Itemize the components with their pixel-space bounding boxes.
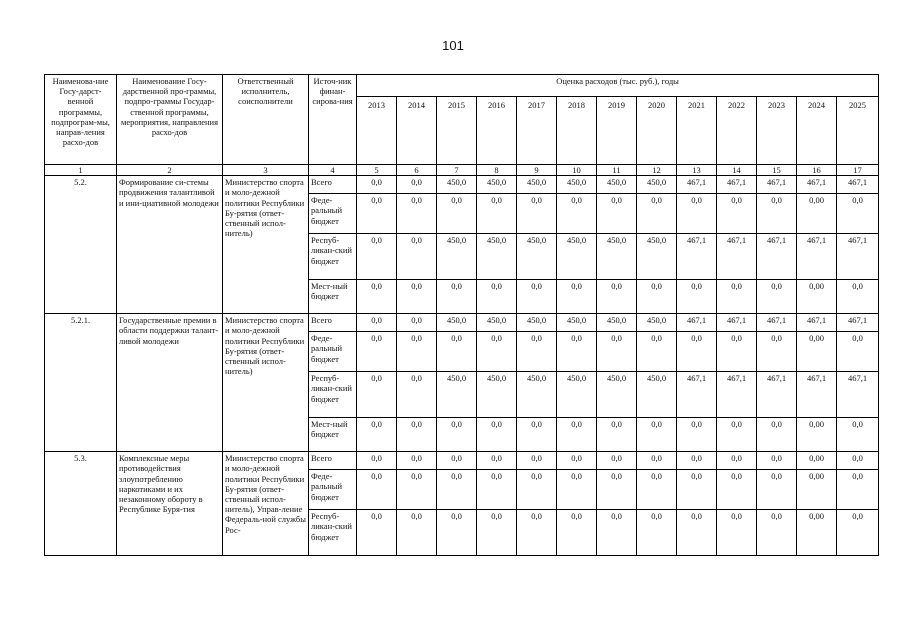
expense-value: 0,0 bbox=[637, 194, 677, 234]
column-number: 2 bbox=[117, 165, 223, 176]
funding-source: Мест-ный бюджет bbox=[309, 280, 357, 314]
header-program: Наименова-ние Госу-дарст-венной программы, подпрограм-мы, направ-ления расхо-дов bbox=[45, 75, 117, 165]
header-year: 2015 bbox=[437, 97, 477, 165]
expense-value: 467,1 bbox=[797, 314, 837, 332]
expense-value: 0,0 bbox=[477, 194, 517, 234]
section-code: 5.2.1. bbox=[45, 314, 117, 452]
expense-value: 450,0 bbox=[437, 176, 477, 194]
funding-source: Всего bbox=[309, 314, 357, 332]
expense-value: 0,0 bbox=[757, 332, 797, 372]
expense-value: 0,0 bbox=[557, 332, 597, 372]
expense-value: 0,0 bbox=[357, 452, 397, 470]
expense-value: 0,0 bbox=[437, 510, 477, 556]
header-year: 2014 bbox=[397, 97, 437, 165]
expense-value: 0,0 bbox=[477, 470, 517, 510]
expense-value: 0,0 bbox=[597, 452, 637, 470]
expense-value: 450,0 bbox=[437, 372, 477, 418]
expense-value: 0,0 bbox=[757, 470, 797, 510]
header-year: 2016 bbox=[477, 97, 517, 165]
expense-value: 450,0 bbox=[437, 314, 477, 332]
expense-value: 0,0 bbox=[477, 332, 517, 372]
expense-value: 467,1 bbox=[757, 234, 797, 280]
expense-value: 0,0 bbox=[397, 314, 437, 332]
header-source: Источ-ник финан-сирова-ния bbox=[309, 75, 357, 165]
expense-value: 467,1 bbox=[837, 176, 879, 194]
section-name: Комплексные меры противодействия злоупотреблению наркотиками и их незаконному обороту в Республике Буря-тия bbox=[117, 452, 223, 556]
expense-value: 467,1 bbox=[837, 234, 879, 280]
expense-value: 0,0 bbox=[837, 510, 879, 556]
expense-value: 0,0 bbox=[757, 510, 797, 556]
expense-value: 450,0 bbox=[437, 234, 477, 280]
column-number: 15 bbox=[757, 165, 797, 176]
expense-value: 450,0 bbox=[477, 234, 517, 280]
expense-value: 0,00 bbox=[797, 194, 837, 234]
header-year: 2017 bbox=[517, 97, 557, 165]
expense-value: 450,0 bbox=[557, 314, 597, 332]
expense-value: 450,0 bbox=[477, 176, 517, 194]
header-name: Наименование Госу-дарственной про-граммы, подпро-граммы Государ-ственной программы, мероприятия, направления расхо-дов bbox=[117, 75, 223, 165]
section-responsible: Министерство спорта и моло-дежной политики Республики Бу-рятия (ответ-ственный испол-нитель) bbox=[223, 314, 309, 452]
header-year: 2018 bbox=[557, 97, 597, 165]
expense-value: 0,0 bbox=[597, 194, 637, 234]
expense-value: 467,1 bbox=[677, 372, 717, 418]
expense-value: 0,0 bbox=[597, 470, 637, 510]
expense-value: 0,0 bbox=[357, 470, 397, 510]
funding-source: Респуб-ликан-ский бюджет bbox=[309, 510, 357, 556]
column-number: 11 bbox=[597, 165, 637, 176]
expense-value: 467,1 bbox=[797, 372, 837, 418]
expense-value: 0,0 bbox=[477, 510, 517, 556]
expense-value: 467,1 bbox=[677, 314, 717, 332]
expense-value: 0,0 bbox=[677, 452, 717, 470]
column-number: 3 bbox=[223, 165, 309, 176]
expense-value: 0,0 bbox=[397, 372, 437, 418]
expense-value: 467,1 bbox=[677, 176, 717, 194]
expense-value: 467,1 bbox=[677, 234, 717, 280]
section-responsible: Министерство спорта и моло-дежной политики Республики Бу-рятия (ответ-ственный испол-нитель), Управ-ление Федераль-ной службы Рос- bbox=[223, 452, 309, 556]
section-code: 5.3. bbox=[45, 452, 117, 556]
header-estimate: Оценка расходов (тыс. руб.), годы bbox=[357, 75, 879, 97]
expense-value: 0,0 bbox=[637, 452, 677, 470]
expense-value: 0,0 bbox=[437, 280, 477, 314]
expense-value: 0,0 bbox=[397, 176, 437, 194]
column-number: 5 bbox=[357, 165, 397, 176]
header-year: 2021 bbox=[677, 97, 717, 165]
expense-value: 467,1 bbox=[797, 176, 837, 194]
header-year: 2024 bbox=[797, 97, 837, 165]
expense-value: 0,0 bbox=[757, 280, 797, 314]
table-row bbox=[45, 176, 879, 194]
expense-value: 0,0 bbox=[517, 332, 557, 372]
expense-value: 467,1 bbox=[717, 176, 757, 194]
section-name: Государственные премии в области поддержки талант-ливой молодежи bbox=[117, 314, 223, 452]
expense-value: 0,0 bbox=[517, 470, 557, 510]
expense-value: 0,0 bbox=[397, 452, 437, 470]
expense-value: 0,0 bbox=[717, 418, 757, 452]
expense-value: 0,00 bbox=[797, 510, 837, 556]
expense-value: 0,0 bbox=[677, 470, 717, 510]
expense-value: 0,0 bbox=[717, 452, 757, 470]
column-number: 12 bbox=[637, 165, 677, 176]
expense-value: 450,0 bbox=[477, 372, 517, 418]
column-number: 1 bbox=[45, 165, 117, 176]
expense-value: 0,0 bbox=[477, 418, 517, 452]
expense-value: 0,0 bbox=[677, 280, 717, 314]
expense-value: 450,0 bbox=[477, 314, 517, 332]
expense-value: 0,0 bbox=[677, 418, 717, 452]
expense-value: 0,0 bbox=[637, 510, 677, 556]
expense-value: 450,0 bbox=[637, 372, 677, 418]
expense-value: 0,0 bbox=[437, 332, 477, 372]
expense-value: 0,0 bbox=[677, 510, 717, 556]
expense-value: 0,0 bbox=[717, 332, 757, 372]
expense-value: 0,0 bbox=[557, 452, 597, 470]
column-number: 17 bbox=[837, 165, 879, 176]
expense-value: 450,0 bbox=[597, 176, 637, 194]
expense-value: 467,1 bbox=[837, 372, 879, 418]
funding-source: Феде-ральный бюджет bbox=[309, 470, 357, 510]
funding-source: Феде-ральный бюджет bbox=[309, 332, 357, 372]
column-number: 4 bbox=[309, 165, 357, 176]
section-name: Формирование си-стемы продвижения талантливой и ини-циативной молодежи bbox=[117, 176, 223, 314]
page-number: 101 bbox=[442, 38, 464, 53]
header-year: 2013 bbox=[357, 97, 397, 165]
expense-value: 467,1 bbox=[757, 372, 797, 418]
expense-value: 0,0 bbox=[397, 234, 437, 280]
expense-value: 450,0 bbox=[637, 314, 677, 332]
column-number: 8 bbox=[477, 165, 517, 176]
expense-value: 0,00 bbox=[797, 418, 837, 452]
expense-value: 467,1 bbox=[837, 314, 879, 332]
expense-value: 0,0 bbox=[837, 194, 879, 234]
expense-value: 0,0 bbox=[717, 280, 757, 314]
expense-value: 0,00 bbox=[797, 470, 837, 510]
expense-value: 450,0 bbox=[597, 372, 637, 418]
expense-value: 0,0 bbox=[597, 418, 637, 452]
section-code: 5.2. bbox=[45, 176, 117, 314]
column-number: 14 bbox=[717, 165, 757, 176]
expense-value: 0,0 bbox=[677, 194, 717, 234]
section-responsible: Министерство спорта и моло-дежной политики Республики Бу-рятия (ответ-ственный испол-нитель) bbox=[223, 176, 309, 314]
expense-value: 0,0 bbox=[717, 470, 757, 510]
expense-value: 0,0 bbox=[597, 280, 637, 314]
expense-value: 0,0 bbox=[597, 510, 637, 556]
expense-value: 0,0 bbox=[637, 280, 677, 314]
expense-value: 0,0 bbox=[517, 418, 557, 452]
expense-value: 0,0 bbox=[517, 194, 557, 234]
expense-value: 0,0 bbox=[517, 510, 557, 556]
expense-value: 0,00 bbox=[797, 452, 837, 470]
header-year: 2025 bbox=[837, 97, 879, 165]
expense-value: 450,0 bbox=[557, 234, 597, 280]
expense-value: 0,0 bbox=[357, 176, 397, 194]
expense-value: 0,0 bbox=[757, 194, 797, 234]
expense-value: 0,0 bbox=[757, 452, 797, 470]
expense-value: 467,1 bbox=[717, 314, 757, 332]
column-number: 10 bbox=[557, 165, 597, 176]
expense-value: 0,0 bbox=[397, 418, 437, 452]
expense-value: 450,0 bbox=[557, 176, 597, 194]
expense-value: 0,0 bbox=[837, 280, 879, 314]
header-year: 2023 bbox=[757, 97, 797, 165]
expense-value: 0,0 bbox=[437, 452, 477, 470]
funding-source: Всего bbox=[309, 452, 357, 470]
expense-value: 0,0 bbox=[357, 280, 397, 314]
funding-source: Респуб-ликан-ский бюджет bbox=[309, 372, 357, 418]
expense-value: 0,0 bbox=[357, 234, 397, 280]
expense-value: 450,0 bbox=[517, 372, 557, 418]
expense-value: 0,0 bbox=[437, 194, 477, 234]
expense-value: 0,0 bbox=[437, 470, 477, 510]
expense-value: 0,0 bbox=[637, 332, 677, 372]
expense-value: 0,0 bbox=[517, 452, 557, 470]
expense-value: 467,1 bbox=[717, 372, 757, 418]
expense-value: 467,1 bbox=[797, 234, 837, 280]
expense-value: 0,0 bbox=[397, 194, 437, 234]
expense-value: 0,0 bbox=[357, 372, 397, 418]
expense-value: 0,0 bbox=[357, 314, 397, 332]
expense-value: 467,1 bbox=[757, 314, 797, 332]
expense-value: 0,0 bbox=[717, 194, 757, 234]
column-number: 7 bbox=[437, 165, 477, 176]
expense-value: 0,0 bbox=[557, 470, 597, 510]
funding-source: Всего bbox=[309, 176, 357, 194]
expense-value: 0,0 bbox=[837, 332, 879, 372]
column-number: 16 bbox=[797, 165, 837, 176]
expense-value: 450,0 bbox=[517, 234, 557, 280]
expense-value: 0,0 bbox=[677, 332, 717, 372]
header-year: 2020 bbox=[637, 97, 677, 165]
expense-value: 450,0 bbox=[517, 314, 557, 332]
expense-value: 450,0 bbox=[517, 176, 557, 194]
expense-value: 0,0 bbox=[837, 452, 879, 470]
expense-value: 0,0 bbox=[437, 418, 477, 452]
expense-value: 0,0 bbox=[357, 418, 397, 452]
expense-value: 0,0 bbox=[557, 418, 597, 452]
expense-value: 450,0 bbox=[557, 372, 597, 418]
expense-value: 0,0 bbox=[637, 418, 677, 452]
expense-value: 0,0 bbox=[637, 470, 677, 510]
expense-value: 0,0 bbox=[597, 332, 637, 372]
expense-value: 0,00 bbox=[797, 280, 837, 314]
header-year: 2019 bbox=[597, 97, 637, 165]
column-number: 6 bbox=[397, 165, 437, 176]
header-year: 2022 bbox=[717, 97, 757, 165]
expense-value: 450,0 bbox=[597, 314, 637, 332]
funding-source: Респуб-ликан-ский бюджет bbox=[309, 234, 357, 280]
funding-source: Феде-ральный бюджет bbox=[309, 194, 357, 234]
expense-value: 450,0 bbox=[637, 176, 677, 194]
expenses-table bbox=[44, 74, 879, 556]
expense-value: 0,0 bbox=[557, 280, 597, 314]
table-row bbox=[45, 452, 879, 470]
expense-value: 0,0 bbox=[517, 280, 557, 314]
column-number: 9 bbox=[517, 165, 557, 176]
expense-value: 0,00 bbox=[797, 332, 837, 372]
expense-value: 450,0 bbox=[597, 234, 637, 280]
expense-value: 467,1 bbox=[717, 234, 757, 280]
expense-value: 0,0 bbox=[757, 418, 797, 452]
expense-value: 0,0 bbox=[557, 194, 597, 234]
expense-value: 0,0 bbox=[477, 280, 517, 314]
expense-value: 0,0 bbox=[357, 194, 397, 234]
expense-value: 450,0 bbox=[637, 234, 677, 280]
expense-value: 0,0 bbox=[557, 510, 597, 556]
expense-value: 0,0 bbox=[397, 332, 437, 372]
expense-value: 0,0 bbox=[357, 510, 397, 556]
expense-value: 0,0 bbox=[397, 280, 437, 314]
expense-value: 0,0 bbox=[357, 332, 397, 372]
expense-value: 467,1 bbox=[757, 176, 797, 194]
table-row bbox=[45, 314, 879, 332]
funding-source: Мест-ный бюджет bbox=[309, 418, 357, 452]
header-responsible: Ответственный исполнитель, соисполнители bbox=[223, 75, 309, 165]
expense-value: 0,0 bbox=[397, 470, 437, 510]
column-number: 13 bbox=[677, 165, 717, 176]
expense-value: 0,0 bbox=[837, 418, 879, 452]
expense-value: 0,0 bbox=[477, 452, 517, 470]
expense-value: 0,0 bbox=[837, 470, 879, 510]
expense-value: 0,0 bbox=[717, 510, 757, 556]
expense-value: 0,0 bbox=[397, 510, 437, 556]
